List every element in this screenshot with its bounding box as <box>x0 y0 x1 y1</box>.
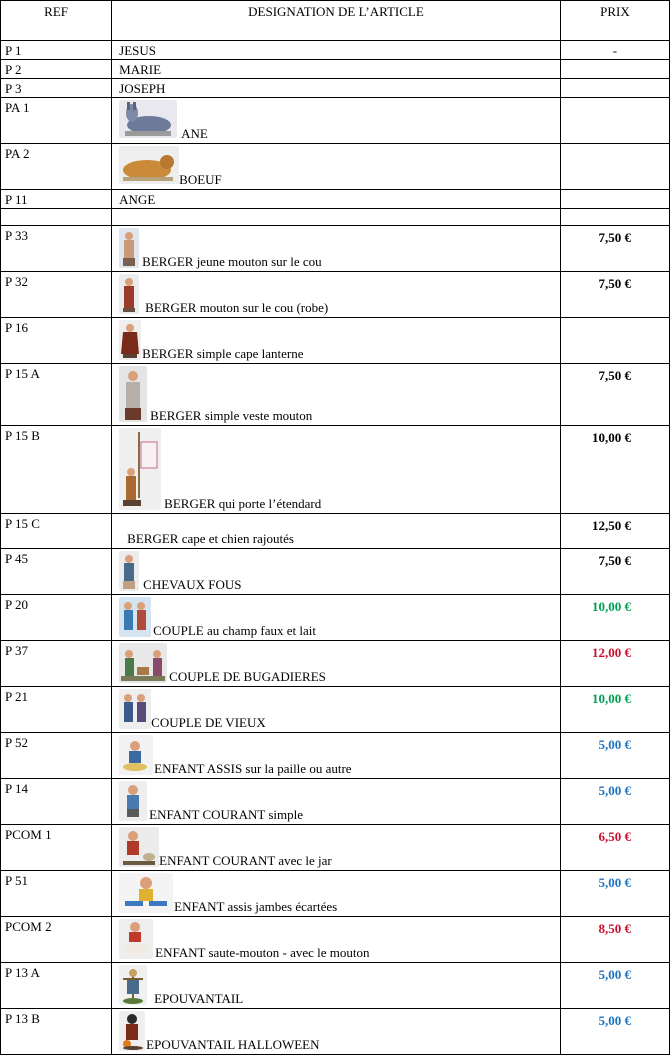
table-row <box>1 549 670 595</box>
table-row <box>1 1009 670 1055</box>
horse-figurine-image <box>119 551 139 591</box>
ref-cell: P 14 <box>1 779 112 825</box>
couple-figurine-image <box>119 597 151 637</box>
designation-cell: BERGER jeune mouton sur le cou <box>142 254 322 269</box>
table-row <box>1 514 670 549</box>
ref-cell: P 15 B <box>1 426 112 514</box>
halloween-scarecrow-figurine-image <box>119 1011 145 1051</box>
price-cell: 5,00 € <box>560 963 669 1009</box>
price-cell: 5,00 € <box>560 733 669 779</box>
price-cell <box>560 190 669 209</box>
ref-cell: PCOM 1 <box>1 825 112 871</box>
table-row <box>1 79 670 98</box>
price-cell: 10,00 € <box>560 595 669 641</box>
table-row <box>1 595 670 641</box>
price-cell: 5,00 € <box>560 1009 669 1055</box>
ref-cell: P 45 <box>1 549 112 595</box>
ref-cell: P 15 A <box>1 364 112 426</box>
ref-cell: P 13 A <box>1 963 112 1009</box>
ref-cell: PA 2 <box>1 144 112 190</box>
table-row <box>1 318 670 364</box>
designation-cell: JOSEPH <box>119 81 166 96</box>
table-row <box>1 226 670 272</box>
ref-cell: P 51 <box>1 871 112 917</box>
ref-cell: P 37 <box>1 641 112 687</box>
table-row <box>1 825 670 871</box>
table-row <box>1 779 670 825</box>
designation-cell: BOEUF <box>179 172 222 187</box>
ref-cell: P 3 <box>1 79 112 98</box>
designation-cell: ANGE <box>119 192 156 207</box>
header-ref: REF <box>1 1 112 41</box>
ox-figurine-image <box>119 146 179 184</box>
banner-shepherd-figurine-image <box>119 428 161 510</box>
child-goose-figurine-image <box>119 827 159 867</box>
designation-cell: BERGER mouton sur le cou (robe) <box>145 300 329 315</box>
designation-cell: ANE <box>181 126 208 141</box>
price-cell: 7,50 € <box>560 272 669 318</box>
child-figurine-image <box>119 735 153 775</box>
price-cell <box>560 318 669 364</box>
designation-cell: JESUS <box>119 43 157 58</box>
ref-cell: P 2 <box>1 60 112 79</box>
shepherd-figurine-image <box>119 320 141 360</box>
child-figurine-image <box>119 873 173 913</box>
table-row <box>1 871 670 917</box>
price-cell: 10,00 € <box>560 687 669 733</box>
price-cell: 7,50 € <box>560 549 669 595</box>
price-cell <box>560 144 669 190</box>
designation-cell: COUPLE au champ faux et lait <box>153 623 316 638</box>
table-row <box>1 917 670 963</box>
price-cell: 12,50 € <box>560 514 669 549</box>
price-cell: 7,50 € <box>560 364 669 426</box>
ref-cell: P 52 <box>1 733 112 779</box>
ref-cell: P 1 <box>1 41 112 60</box>
ref-cell: P 16 <box>1 318 112 364</box>
price-cell: 6,50 € <box>560 825 669 871</box>
designation-cell: EPOUVANTAIL HALLOWEEN <box>146 1037 320 1052</box>
designation-cell: COUPLE DE BUGADIERES <box>169 669 326 684</box>
ref-cell: P 32 <box>1 272 112 318</box>
designation-cell: COUPLE DE VIEUX <box>151 715 266 730</box>
scarecrow-figurine-image <box>119 965 147 1005</box>
price-cell: 10,00 € <box>560 426 669 514</box>
price-cell <box>560 98 669 144</box>
table-row <box>1 733 670 779</box>
designation-cell: BERGER simple cape lanterne <box>142 346 304 361</box>
table-row <box>1 190 670 209</box>
table-row <box>1 641 670 687</box>
designation-cell: CHEVAUX FOUS <box>143 577 242 592</box>
header-row <box>1 1 670 41</box>
table-row <box>1 41 670 60</box>
designation-cell <box>112 209 561 226</box>
table-row <box>1 98 670 144</box>
shepherd-figurine-image <box>119 274 139 314</box>
ref-cell: P 20 <box>1 595 112 641</box>
ref-cell: P 21 <box>1 687 112 733</box>
price-cell: 8,50 € <box>560 917 669 963</box>
designation-cell: ENFANT COURANT simple <box>149 807 303 822</box>
old-couple-figurine-image <box>119 689 151 729</box>
price-cell: 5,00 € <box>560 779 669 825</box>
price-cell <box>560 209 669 226</box>
table-row <box>1 687 670 733</box>
ref-cell: P 15 C <box>1 514 112 549</box>
ref-cell: P 11 <box>1 190 112 209</box>
designation-cell: ENFANT COURANT avec le jar <box>159 853 332 868</box>
designation-cell: BERGER qui porte l’étendard <box>164 496 322 511</box>
designation-cell: MARIE <box>119 62 162 77</box>
designation-cell: ENFANT ASSIS sur la paille ou autre <box>154 761 352 776</box>
table-row <box>1 426 670 514</box>
price-cell <box>560 79 669 98</box>
designation-cell: ENFANT saute-mouton - avec le mouton <box>155 945 370 960</box>
price-cell: - <box>560 41 669 60</box>
price-cell: 5,00 € <box>560 871 669 917</box>
price-cell <box>560 60 669 79</box>
ref-cell: PA 1 <box>1 98 112 144</box>
header-prix: PRIX <box>560 1 669 41</box>
ref-cell: PCOM 2 <box>1 917 112 963</box>
price-cell: 7,50 € <box>560 226 669 272</box>
child-sheep-figurine-image <box>119 919 153 959</box>
price-cell: 12,00 € <box>560 641 669 687</box>
designation-cell: EPOUVANTAIL <box>154 991 244 1006</box>
designation-cell: BERGER simple veste mouton <box>150 408 313 423</box>
designation-cell: BERGER cape et chien rajoutés <box>127 531 294 546</box>
donkey-figurine-image <box>119 100 177 138</box>
table-row <box>1 963 670 1009</box>
shepherd-figurine-image <box>119 228 139 268</box>
table-row <box>1 60 670 79</box>
table-row <box>1 272 670 318</box>
table-row <box>1 144 670 190</box>
ref-cell: P 13 B <box>1 1009 112 1055</box>
washerwomen-figurine-image <box>119 643 167 683</box>
shepherd-figurine-image <box>119 366 147 422</box>
ref-cell <box>1 209 112 226</box>
child-figurine-image <box>119 781 147 821</box>
table-row <box>1 209 670 226</box>
header-designation: DESIGNATION DE L’ARTICLE <box>112 1 561 41</box>
designation-cell: ENFANT assis jambes écartées <box>174 899 338 914</box>
ref-cell: P 33 <box>1 226 112 272</box>
table-row <box>1 364 670 426</box>
